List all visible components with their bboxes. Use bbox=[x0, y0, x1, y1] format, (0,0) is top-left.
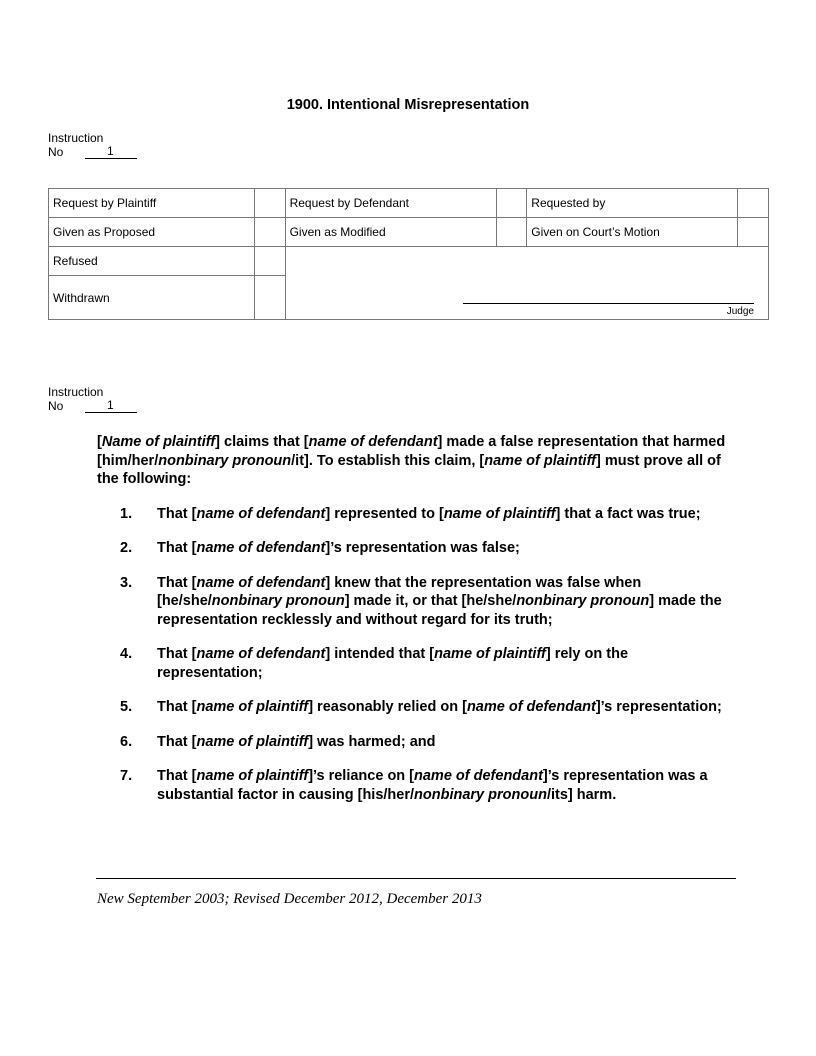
element-item-6 bbox=[97, 733, 727, 752]
footer-divider bbox=[96, 878, 736, 879]
refused-checkbox[interactable] bbox=[255, 247, 286, 276]
instruction-no-label: No bbox=[48, 145, 64, 159]
given-as-proposed-label: Given as Proposed bbox=[49, 218, 255, 247]
request-status-table bbox=[48, 188, 769, 320]
element-text: That [name of defendant] represented to [name of plaintiff] that a fact was true; bbox=[157, 505, 701, 522]
placeholder-text: name of plaintiff bbox=[434, 646, 546, 662]
placeholder-text: name of defendant bbox=[196, 505, 326, 522]
instruction-number-top bbox=[48, 131, 137, 159]
instruction-no-label: No bbox=[48, 399, 64, 413]
placeholder-text: nonbinary pronoun bbox=[211, 593, 345, 609]
element-text: That [name of plaintiff]’s reliance on [name of defendant]’s representation was a substantial factor in causing [his/her/nonbinary pronoun/its] harm. bbox=[157, 768, 708, 803]
given-as-proposed-checkbox[interactable] bbox=[255, 218, 286, 247]
element-item-1 bbox=[97, 505, 727, 524]
instruction-intro: [Name of plaintiff] claims that [name of defendant] made a false representation that harmed [him/her/nonbinary pronoun/it]. To establish this claim, [name of plaintiff] must prove all of the following: bbox=[97, 434, 726, 487]
element-text: That [name of plaintiff] reasonably relied on [name of defendant]’s representation; bbox=[157, 699, 722, 715]
instruction-no-value[interactable]: 1 bbox=[85, 145, 137, 159]
history-note: New September 2003; Revised December 2012, December 2013 bbox=[97, 891, 482, 907]
instruction-label: Instruction bbox=[48, 385, 104, 399]
withdrawn-label: Withdrawn bbox=[49, 276, 255, 320]
given-on-courts-motion-checkbox[interactable] bbox=[738, 218, 769, 247]
page-title: 1900. Intentional Misrepresentation bbox=[286, 97, 530, 113]
given-as-modified-label: Given as Modified bbox=[285, 218, 496, 247]
request-by-defendant-label: Request by Defendant bbox=[285, 189, 496, 218]
placeholder-text: Name of plaintiff bbox=[101, 434, 216, 450]
placeholder-text: name of plaintiff bbox=[196, 733, 309, 750]
element-number: 5. bbox=[120, 699, 133, 715]
placeholder-text: name of plaintiff bbox=[196, 768, 309, 784]
judge-signature-line bbox=[463, 303, 754, 304]
placeholder-text: name of plaintiff bbox=[484, 452, 596, 469]
element-number: 7. bbox=[120, 768, 133, 784]
element-item-5 bbox=[97, 698, 727, 717]
element-text: That [name of defendant]’s representation was false; bbox=[157, 540, 520, 556]
placeholder-text: nonbinary pronoun bbox=[414, 786, 547, 803]
elements-list bbox=[97, 505, 727, 805]
placeholder-text: name of defendant bbox=[414, 768, 543, 784]
element-number: 4. bbox=[120, 646, 133, 662]
element-number: 3. bbox=[120, 574, 133, 591]
instruction-no-value[interactable]: 1 bbox=[85, 399, 137, 413]
placeholder-text: name of plaintiff bbox=[196, 699, 309, 715]
element-number: 1. bbox=[120, 505, 133, 522]
requested-by-checkbox[interactable] bbox=[738, 189, 769, 218]
element-item-7 bbox=[97, 767, 727, 804]
placeholder-text: name of plaintiff bbox=[443, 505, 556, 522]
request-by-plaintiff-checkbox[interactable] bbox=[255, 189, 286, 218]
instruction-body bbox=[97, 433, 727, 820]
refused-label: Refused bbox=[49, 247, 255, 276]
element-number: 6. bbox=[120, 733, 133, 750]
instruction-label: Instruction bbox=[48, 131, 104, 145]
judge-signature-area[interactable] bbox=[285, 247, 768, 320]
placeholder-text: name of defendant bbox=[196, 574, 326, 591]
element-item-2 bbox=[97, 539, 727, 558]
element-number: 2. bbox=[120, 540, 133, 556]
given-on-courts-motion-label: Given on Court’s Motion bbox=[527, 218, 738, 247]
element-text: That [name of defendant] intended that [name of plaintiff] rely on the representation; bbox=[157, 646, 629, 681]
instruction-number-bottom bbox=[48, 385, 137, 413]
placeholder-text: name of defendant bbox=[308, 434, 438, 450]
given-as-modified-checkbox[interactable] bbox=[496, 218, 527, 247]
placeholder-text: name of defendant bbox=[466, 699, 596, 715]
withdrawn-checkbox[interactable] bbox=[255, 276, 286, 320]
requested-by-label: Requested by bbox=[527, 189, 738, 218]
element-text: That [name of defendant] knew that the representation was false when [he/she/nonbinary pronoun] made it, or that [he/she/nonbinary pronoun] made the representation recklessly and without regard for its truth; bbox=[157, 574, 722, 628]
placeholder-text: nonbinary pronoun bbox=[158, 452, 292, 469]
element-text: That [name of plaintiff] was harmed; and bbox=[157, 733, 436, 750]
element-item-4 bbox=[97, 645, 727, 682]
request-by-plaintiff-label: Request by Plaintiff bbox=[49, 189, 255, 218]
request-by-defendant-checkbox[interactable] bbox=[496, 189, 527, 218]
placeholder-text: nonbinary pronoun bbox=[516, 593, 650, 609]
placeholder-text: name of defendant bbox=[196, 646, 326, 662]
element-item-3 bbox=[97, 574, 727, 630]
placeholder-text: name of defendant bbox=[196, 540, 326, 556]
judge-label: Judge bbox=[726, 306, 754, 317]
